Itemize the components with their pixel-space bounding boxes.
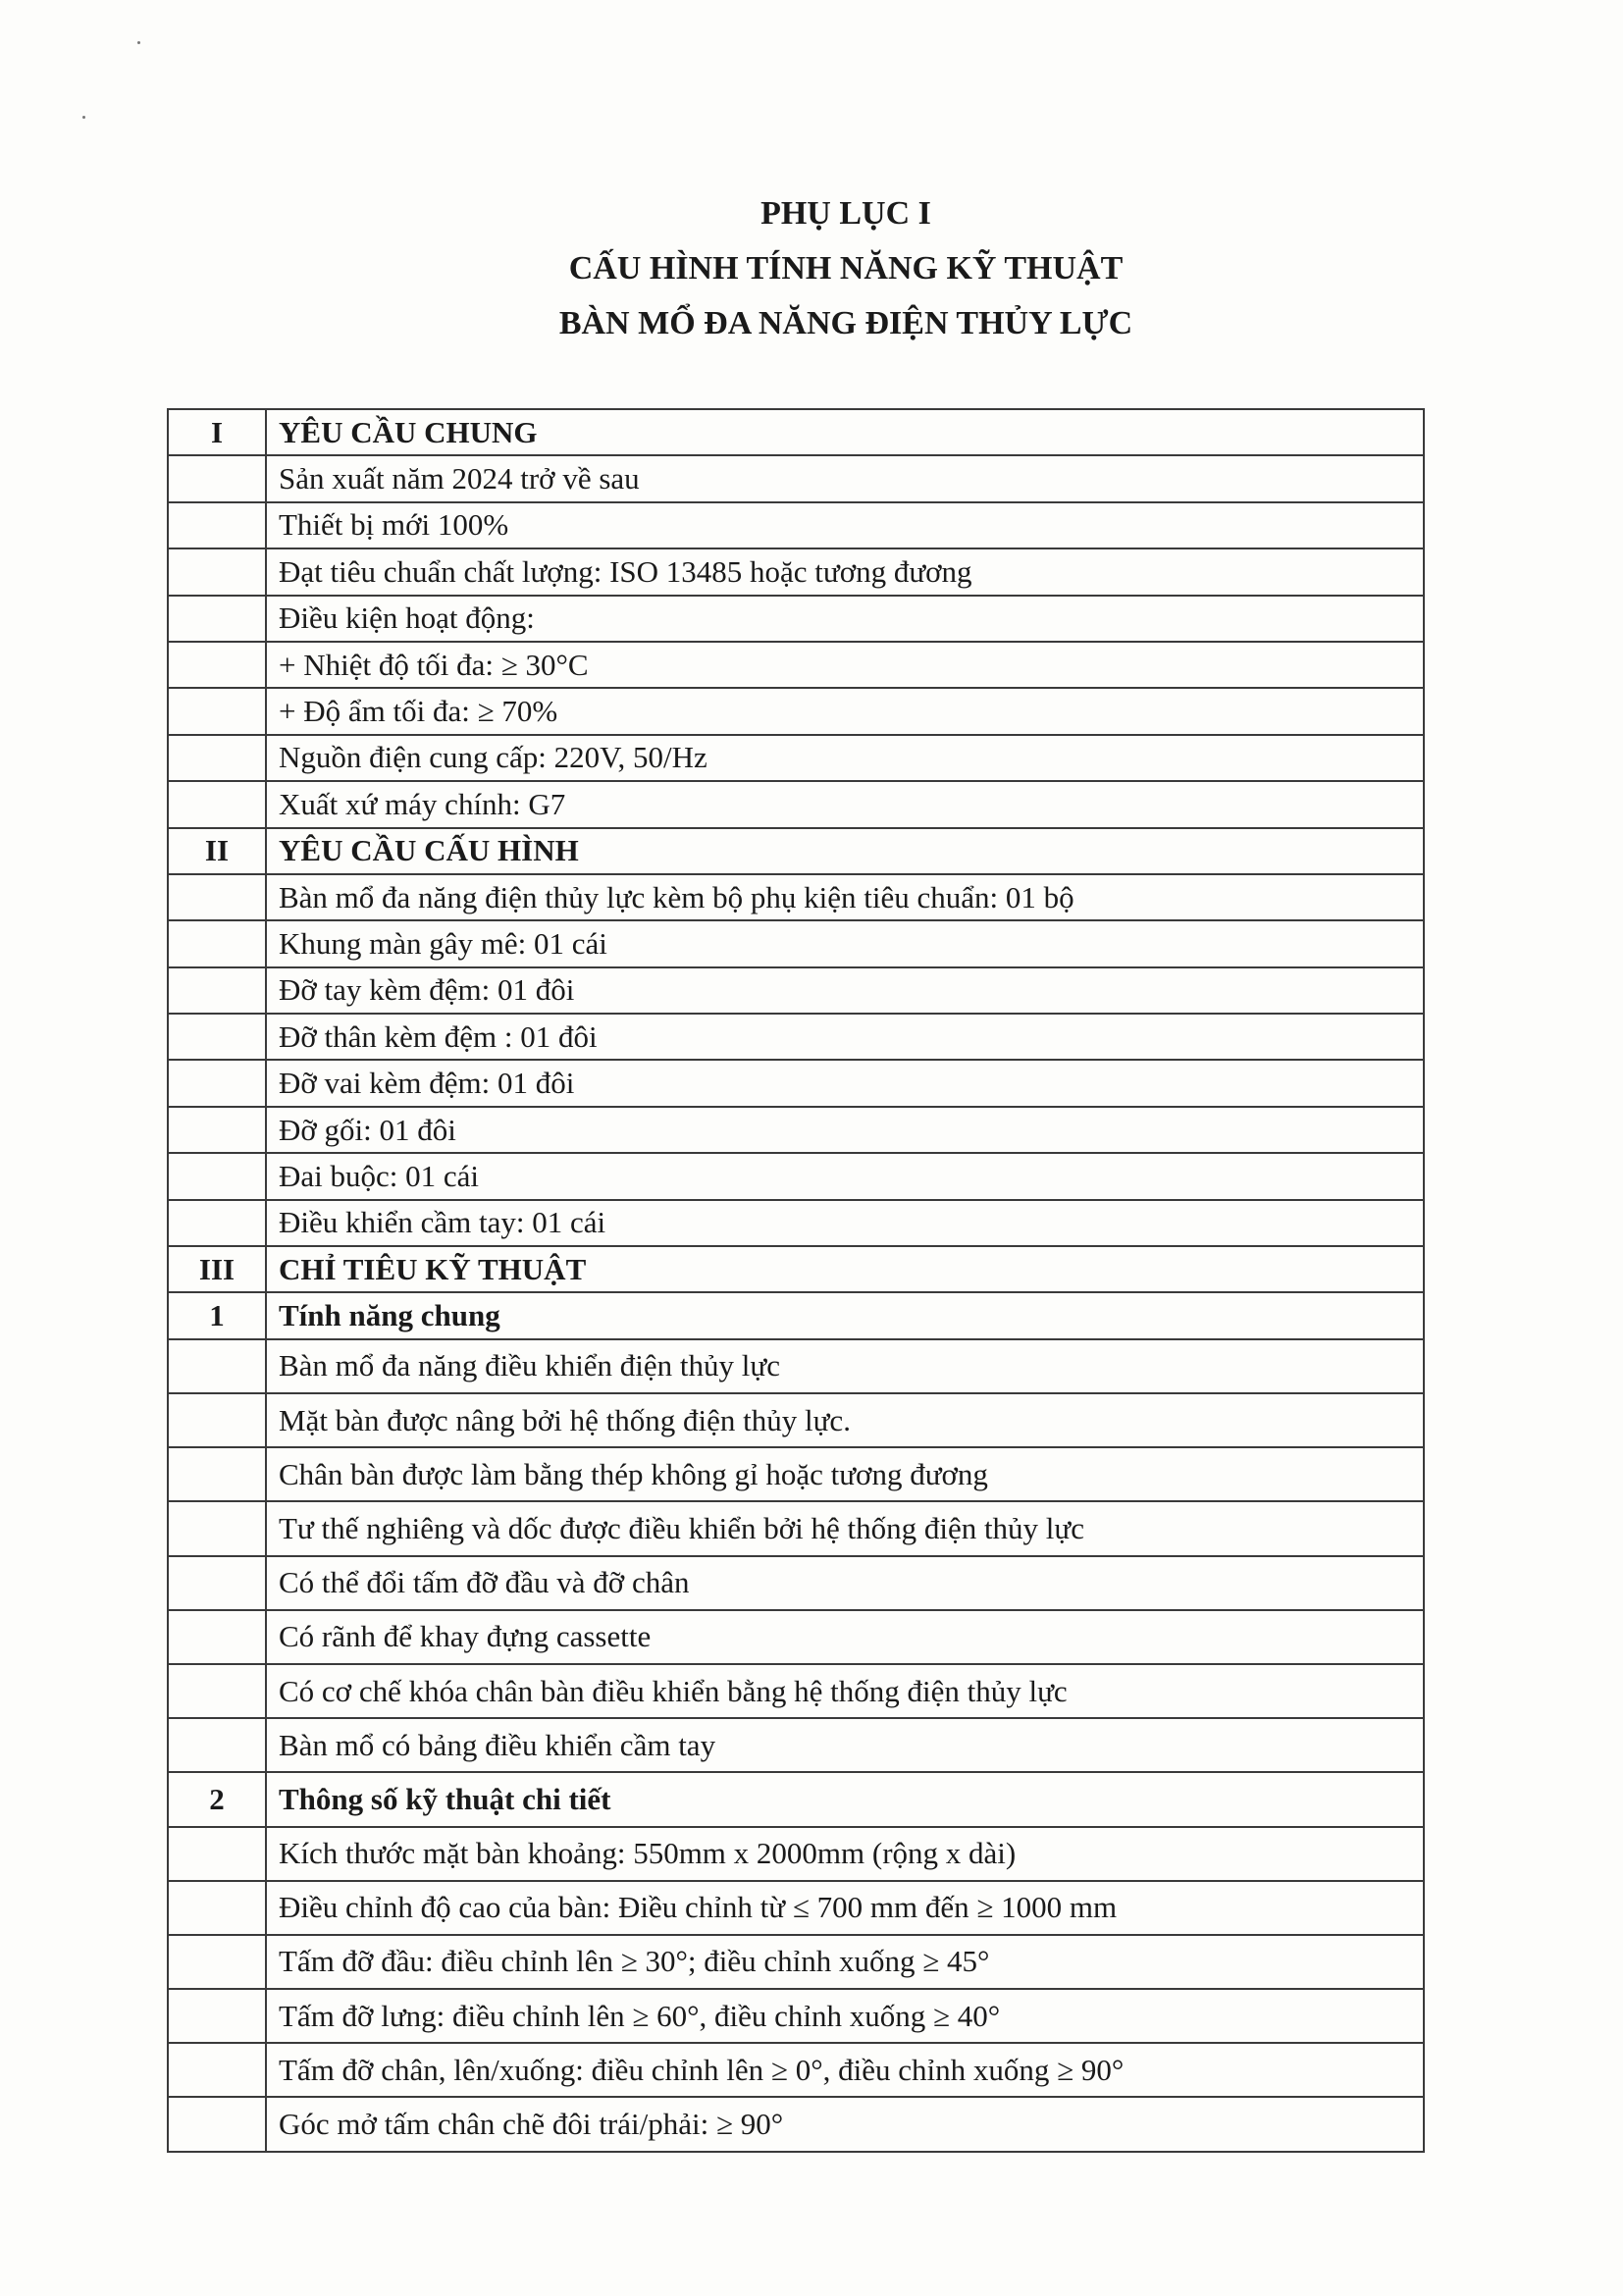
row-number-cell <box>168 2097 266 2151</box>
spec-table <box>167 408 1425 2153</box>
row-text-cell: Đỡ vai kèm đệm: 01 đôi <box>266 1060 1424 1106</box>
table-row <box>168 1935 1424 1989</box>
scan-speck <box>137 41 140 44</box>
table-section-row <box>168 1246 1424 1292</box>
row-number-cell <box>168 2043 266 2097</box>
row-text-cell: Có thể đổi tấm đỡ đầu và đỡ chân <box>266 1556 1424 1610</box>
row-text-cell: Điều chỉnh độ cao của bàn: Điều chỉnh từ ≤ 700 mm đến ≥ 1000 mm <box>266 1881 1424 1935</box>
heading-line-1: PHỤ LỤC I <box>760 195 931 232</box>
table-row <box>168 1989 1424 2043</box>
spec-table-body <box>168 409 1424 2152</box>
row-text-cell: + Nhiệt độ tối đa: ≥ 30°C <box>266 642 1424 688</box>
table-row <box>168 1827 1424 1881</box>
row-number-cell <box>168 596 266 642</box>
row-text-cell: Đạt tiêu chuẩn chất lượng: ISO 13485 hoặc tương đương <box>266 548 1424 595</box>
row-number-cell <box>168 1060 266 1106</box>
table-row <box>168 1060 1424 1106</box>
section-title-cell: Thông số kỹ thuật chi tiết <box>266 1772 1424 1826</box>
table-section-row <box>168 828 1424 874</box>
row-number-cell <box>168 1664 266 1718</box>
table-row <box>168 455 1424 501</box>
row-number-cell <box>168 1014 266 1060</box>
row-text-cell: Có rãnh để khay đựng cassette <box>266 1610 1424 1664</box>
table-section-row <box>168 409 1424 455</box>
row-text-cell: Bàn mổ có bảng điều khiển cầm tay <box>266 1718 1424 1772</box>
table-row <box>168 1393 1424 1447</box>
table-row <box>168 1447 1424 1501</box>
table-row <box>168 735 1424 781</box>
row-text-cell: Góc mở tấm chân chẽ đôi trái/phải: ≥ 90° <box>266 2097 1424 2151</box>
section-title-cell: YÊU CẦU CHUNG <box>266 409 1424 455</box>
row-number-cell: 2 <box>168 1772 266 1826</box>
table-row <box>168 1014 1424 1060</box>
heading-line-2: CẤU HÌNH TÍNH NĂNG KỸ THUẬT <box>568 250 1124 287</box>
row-number-cell <box>168 1339 266 1393</box>
row-number-cell: I <box>168 409 266 455</box>
section-title-cell: CHỈ TIÊU KỸ THUẬT <box>266 1246 1424 1292</box>
row-number-cell <box>168 548 266 595</box>
table-row <box>168 596 1424 642</box>
table-row <box>168 1881 1424 1935</box>
row-text-cell: Điều kiện hoạt động: <box>266 596 1424 642</box>
row-text-cell: Thiết bị mới 100% <box>266 502 1424 548</box>
row-number-cell <box>168 1200 266 1246</box>
table-row <box>168 1501 1424 1555</box>
row-number-cell: III <box>168 1246 266 1292</box>
row-number-cell <box>168 1153 266 1199</box>
row-text-cell: Đỡ gối: 01 đôi <box>266 1107 1424 1153</box>
row-number-cell <box>168 1556 266 1610</box>
row-number-cell <box>168 781 266 827</box>
table-section-row <box>168 1772 1424 1826</box>
table-row <box>168 642 1424 688</box>
row-text-cell: Bàn mổ đa năng điều khiển điện thủy lực <box>266 1339 1424 1393</box>
row-number-cell <box>168 1447 266 1501</box>
row-number-cell <box>168 1881 266 1935</box>
table-row <box>168 2097 1424 2151</box>
row-text-cell: Có cơ chế khóa chân bàn điều khiển bằng hệ thống điện thủy lực <box>266 1664 1424 1718</box>
row-text-cell: Đai buộc: 01 cái <box>266 1153 1424 1199</box>
row-text-cell: Tư thế nghiêng và dốc được điều khiển bởi hệ thống điện thủy lực <box>266 1501 1424 1555</box>
row-number-cell: II <box>168 828 266 874</box>
row-text-cell: Nguồn điện cung cấp: 220V, 50/Hz <box>266 735 1424 781</box>
row-text-cell: Khung màn gây mê: 01 cái <box>266 920 1424 966</box>
document-heading <box>0 186 1623 351</box>
table-row <box>168 548 1424 595</box>
table-row <box>168 1664 1424 1718</box>
row-number-cell <box>168 1935 266 1989</box>
table-row <box>168 1718 1424 1772</box>
heading-line-3: BÀN MỔ ĐA NĂNG ĐIỆN THỦY LỰC <box>558 305 1133 341</box>
table-row <box>168 1339 1424 1393</box>
row-number-cell <box>168 502 266 548</box>
row-text-cell: Đỡ tay kèm đệm: 01 đôi <box>266 967 1424 1014</box>
row-text-cell: Sản xuất năm 2024 trở về sau <box>266 455 1424 501</box>
row-number-cell <box>168 1107 266 1153</box>
row-number-cell <box>168 1501 266 1555</box>
table-section-row <box>168 1292 1424 1338</box>
table-row <box>168 688 1424 734</box>
section-title-cell: Tính năng chung <box>266 1292 1424 1338</box>
row-text-cell: Mặt bàn được nâng bởi hệ thống điện thủy lực. <box>266 1393 1424 1447</box>
table-row <box>168 781 1424 827</box>
row-number-cell <box>168 1718 266 1772</box>
row-number-cell <box>168 1827 266 1881</box>
scan-speck <box>82 116 85 119</box>
row-number-cell <box>168 735 266 781</box>
table-row <box>168 1107 1424 1153</box>
row-text-cell: Điều khiển cầm tay: 01 cái <box>266 1200 1424 1246</box>
table-row <box>168 1556 1424 1610</box>
row-text-cell: Bàn mổ đa năng điện thủy lực kèm bộ phụ kiện tiêu chuẩn: 01 bộ <box>266 874 1424 920</box>
row-number-cell <box>168 1393 266 1447</box>
row-text-cell: Xuất xứ máy chính: G7 <box>266 781 1424 827</box>
table-row <box>168 2043 1424 2097</box>
row-number-cell <box>168 874 266 920</box>
table-row <box>168 967 1424 1014</box>
row-text-cell: Đỡ thân kèm đệm : 01 đôi <box>266 1014 1424 1060</box>
row-number-cell <box>168 920 266 966</box>
row-text-cell: Kích thước mặt bàn khoảng: 550mm x 2000mm (rộng x dài) <box>266 1827 1424 1881</box>
row-text-cell: Chân bàn được làm bằng thép không gỉ hoặc tương đương <box>266 1447 1424 1501</box>
table-row <box>168 920 1424 966</box>
section-title-cell: YÊU CẦU CẤU HÌNH <box>266 828 1424 874</box>
row-text-cell: + Độ ẩm tối đa: ≥ 70% <box>266 688 1424 734</box>
table-row <box>168 502 1424 548</box>
row-text-cell: Tấm đỡ lưng: điều chỉnh lên ≥ 60°, điều chỉnh xuống ≥ 40° <box>266 1989 1424 2043</box>
table-row <box>168 874 1424 920</box>
table-row <box>168 1610 1424 1664</box>
row-number-cell: 1 <box>168 1292 266 1338</box>
row-number-cell <box>168 967 266 1014</box>
row-number-cell <box>168 1989 266 2043</box>
row-number-cell <box>168 1610 266 1664</box>
row-text-cell: Tấm đỡ đầu: điều chỉnh lên ≥ 30°; điều chỉnh xuống ≥ 45° <box>266 1935 1424 1989</box>
row-number-cell <box>168 455 266 501</box>
table-row <box>168 1153 1424 1199</box>
row-number-cell <box>168 688 266 734</box>
row-number-cell <box>168 642 266 688</box>
row-text-cell: Tấm đỡ chân, lên/xuống: điều chỉnh lên ≥ 0°, điều chỉnh xuống ≥ 90° <box>266 2043 1424 2097</box>
table-row <box>168 1200 1424 1246</box>
